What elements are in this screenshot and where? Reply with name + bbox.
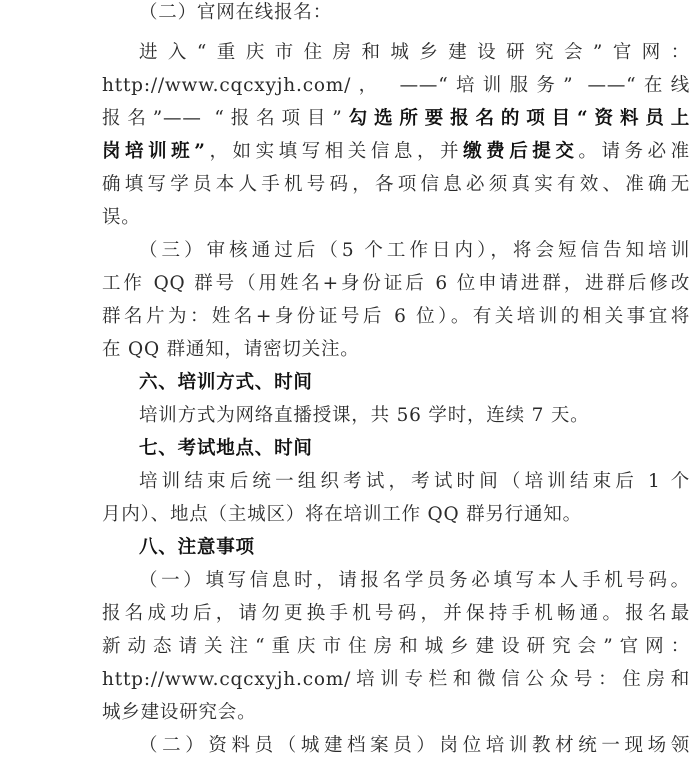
doc-line-6 <box>102 168 690 202</box>
line-text: ，如实填写相关信息，并 <box>205 141 464 162</box>
line-text: 进入“重庆市住房和城乡建设研究会”官网： <box>139 42 690 63</box>
line-text: 确填写学员本人手机号码，各项信息必须真实有效、准确无 <box>102 174 690 195</box>
doc-line-15 <box>139 465 690 499</box>
section-heading-6 <box>139 366 313 400</box>
url-text: http://www.cqcxyjh.com/， ——“培训服务” ——“在线 <box>102 75 690 96</box>
section-heading-8 <box>139 531 255 565</box>
doc-line-2 <box>139 36 690 70</box>
heading-text: 八、注意事项 <box>139 537 255 558</box>
line-text-bold: 岗培训班” <box>102 141 206 162</box>
doc-line-11 <box>102 333 360 367</box>
doc-line-21 <box>102 663 690 697</box>
line-text: 群名片为：姓名+身份证号后 6 位）。有关培训的相关事宜将 <box>102 306 690 327</box>
line-text: （二）资料员（城建档案员）岗位培训教材统一现场领 <box>139 735 690 756</box>
doc-line-9 <box>102 267 690 301</box>
doc-line-18 <box>139 564 690 598</box>
doc-line-16 <box>102 498 582 532</box>
line-text: 新动态请关注“重庆市住房和城乡建设研究会”官网： <box>102 636 690 657</box>
url-text: http://www.cqcxyjh.com/培训专栏和微信公众号：住房和 <box>102 669 690 690</box>
line-text: 工作 QQ 群号（用姓名+身份证后 6 位申请进群，进群后修改 <box>102 273 690 294</box>
line-text: 城乡建设研究会。 <box>102 702 257 723</box>
line-text: 误。 <box>102 207 141 228</box>
doc-line-19 <box>102 597 690 631</box>
line-text: （三）审核通过后（5 个工作日内），将会短信告知培训 <box>139 240 690 261</box>
doc-line-1 <box>139 0 332 30</box>
doc-line-8 <box>139 234 690 268</box>
doc-line-20 <box>102 630 690 664</box>
line-text: 在 QQ 群通知，请密切关注。 <box>102 339 360 360</box>
line-text: 月内）、地点（主城区）将在培训工作 QQ 群另行通知。 <box>102 504 582 525</box>
line-text: （二）官网在线报名： <box>139 2 333 23</box>
doc-line-23 <box>139 729 690 763</box>
doc-line-13 <box>139 399 589 433</box>
line-text-bold: 缴费后提交 <box>463 141 579 162</box>
line-text-bold: 勾选所要报名的项目“资料员上 <box>342 108 690 129</box>
line-text: 。请务必准 <box>578 141 690 162</box>
doc-line-5 <box>102 135 690 169</box>
doc-line-3 <box>102 69 690 103</box>
line-text: 报名成功后，请勿更换手机号码，并保持手机畅通。报名最 <box>102 603 690 624</box>
section-heading-7 <box>139 432 313 466</box>
heading-text: 六、培训方式、时间 <box>139 372 313 393</box>
line-text: （一）填写信息时，请报名学员务必填写本人手机号码。 <box>139 570 690 591</box>
doc-line-22 <box>102 696 256 730</box>
heading-text: 七、考试地点、时间 <box>139 438 313 459</box>
line-text: 报名”—— “报名项目” <box>102 108 343 129</box>
doc-line-4 <box>102 102 690 136</box>
line-text: 培训结束后统一组织考试，考试时间（培训结束后 1 个 <box>139 471 690 492</box>
line-text: 培训方式为网络直播授课，共 56 学时，连续 7 天。 <box>139 405 590 426</box>
doc-line-7 <box>102 201 141 235</box>
doc-line-10 <box>102 300 690 334</box>
